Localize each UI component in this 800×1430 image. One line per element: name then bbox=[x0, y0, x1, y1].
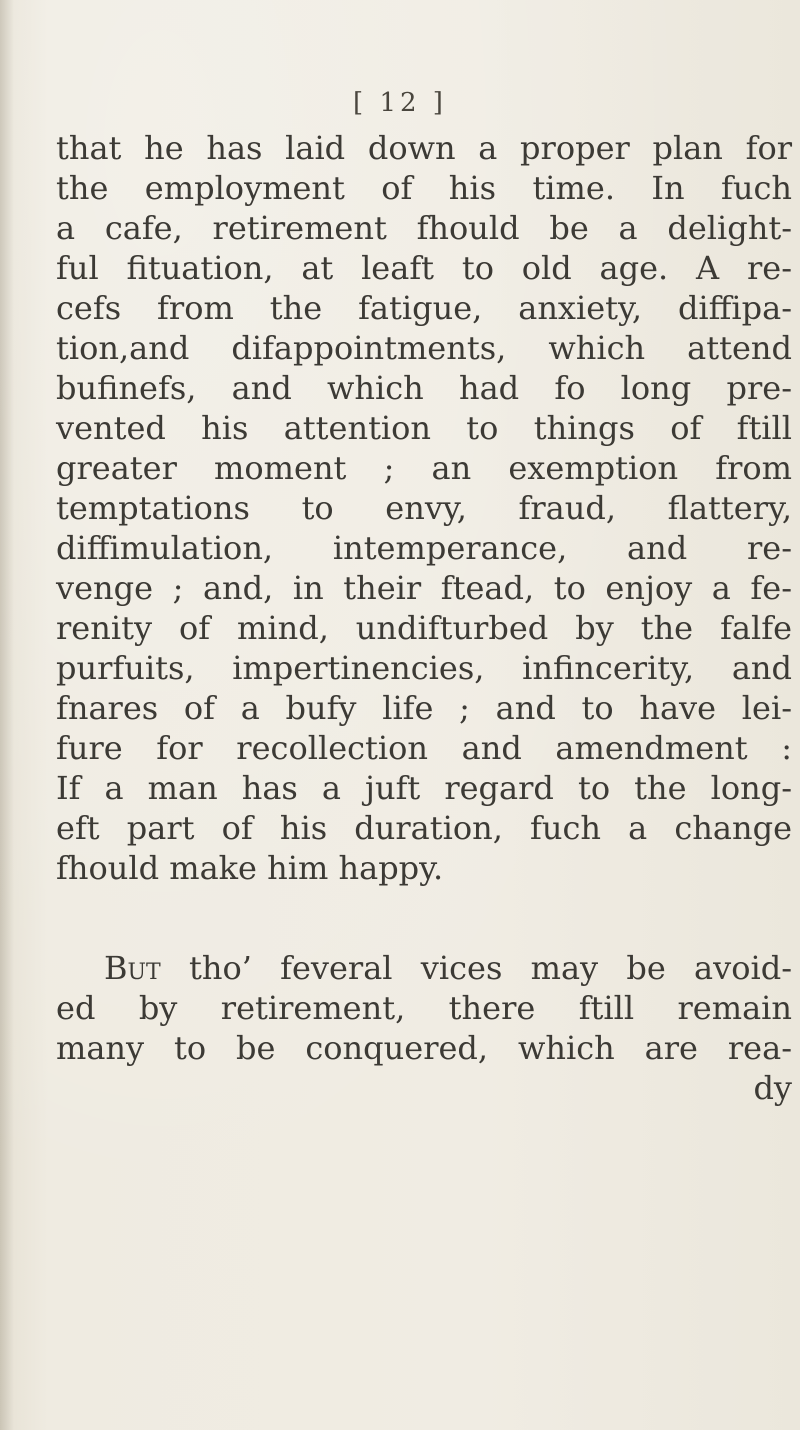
text-line: cefs from the fatigue, anxiety, diffipa- bbox=[56, 289, 792, 327]
text-line: greater moment ; an exemption from bbox=[56, 449, 792, 487]
spine-shadow bbox=[0, 0, 14, 1430]
text-line: tion,and difappointments, which attend bbox=[56, 329, 792, 367]
page-number: [ 12 ] bbox=[353, 88, 447, 118]
text-line: fnares of a bufy life ; and to have lei- bbox=[56, 689, 792, 727]
text-line: venge ; and, in their ftead, to enjoy a fe- bbox=[56, 569, 792, 607]
text-line: that he has laid down a proper plan for bbox=[56, 129, 792, 167]
text-line: If a man has a juft regard to the long- bbox=[56, 769, 792, 807]
text-line: many to be conquered, which are rea- bbox=[56, 1029, 792, 1067]
text-line-rest: tho’ feveral vices may be avoid- bbox=[160, 949, 792, 987]
text-line: renity of mind, undifturbed by the falfe bbox=[56, 609, 792, 647]
text-line: fure for recollection and amendment : bbox=[56, 729, 792, 767]
text-line: temptations to envy, fraud, flattery, bbox=[56, 489, 792, 527]
text-line: purfuits, impertinencies, infincerity, and bbox=[56, 649, 792, 687]
text-line: the employment of his time. In fuch bbox=[56, 169, 792, 207]
text-line: eft part of his duration, fuch a change bbox=[56, 809, 792, 847]
text-line: bufinefs, and which had fo long pre- bbox=[56, 369, 792, 407]
text-line: a cafe, retirement fhould be a delight- bbox=[56, 209, 792, 247]
catchword: dy bbox=[753, 1069, 792, 1107]
text-line: vented his attention to things of ftill bbox=[56, 409, 792, 447]
text-line: diffimulation, intemperance, and re- bbox=[56, 529, 792, 567]
paragraph-opening-line bbox=[104, 948, 792, 990]
small-caps-opening-word: But bbox=[104, 949, 161, 987]
text-line: ful fituation, at leaft to old age. A re- bbox=[56, 249, 792, 287]
text-line: ed by retirement, there ftill remain bbox=[56, 989, 792, 1027]
text-line: fhould make him happy. bbox=[56, 849, 444, 887]
